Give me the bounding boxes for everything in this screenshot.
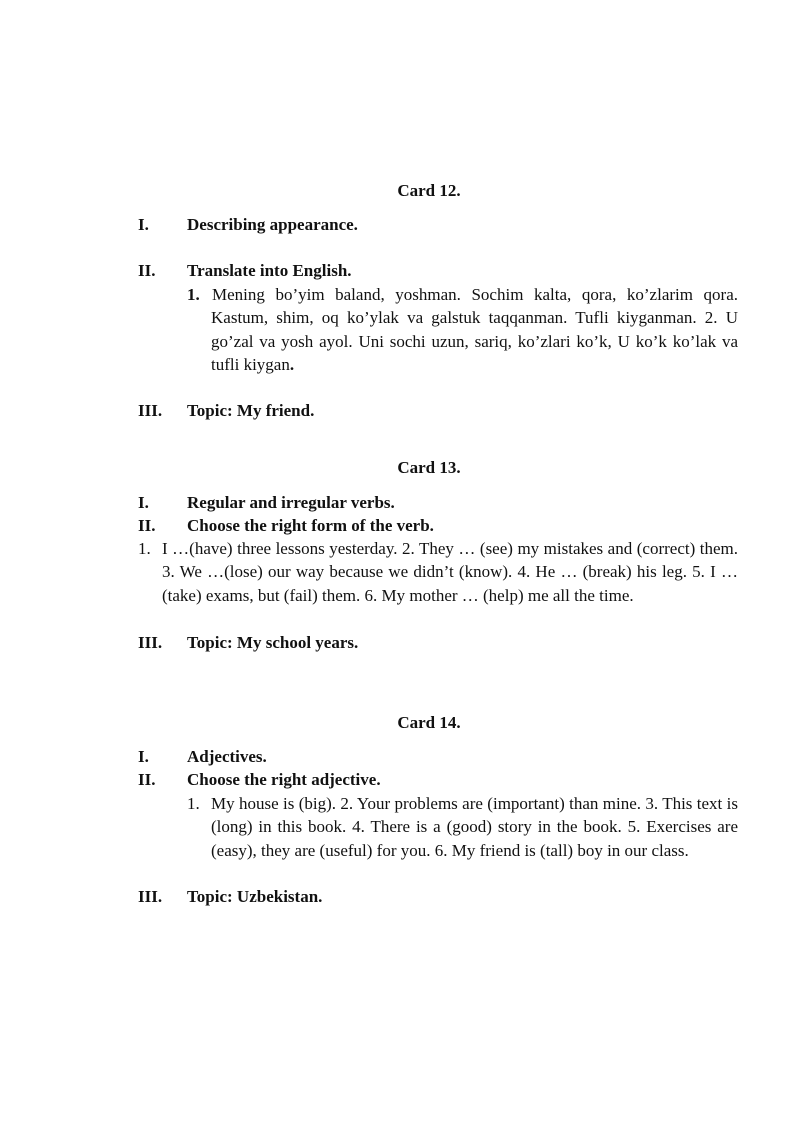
card-13-item-1-number: I.	[138, 493, 149, 512]
card-13-title: Card 13.	[397, 458, 461, 477]
card-12-task-text: Mening bo’yim baland, yoshman. Sochim kalta, qora, ko’zlarim qora. Kastum, shim, oq ko’ylak va galstuk taqqanman. Tufli kiyganman. 2. U go’zal va yosh ayol. Uni sochi uzun, sariq, ko’zlari ko’k, U ko’k ko’lak va tufli kiygan.	[211, 285, 738, 374]
card-14-item-2-heading: Choose the right adjective.	[187, 770, 381, 789]
card-14-item-1-heading: Adjectives.	[187, 747, 267, 766]
card-12-item-2-heading: Translate into English.	[187, 261, 352, 280]
card-14-item-3-heading: Topic: Uzbekistan.	[187, 887, 323, 906]
card-13-item-2-heading: Choose the right form of the verb.	[187, 516, 434, 535]
card-12-item-2-number: II.	[138, 261, 156, 280]
card-13-task-text: I …(have) three lessons yesterday. 2. They … (see) my mistakes and (correct) them. 3. We …(lose) our way because we didn’t (know). 4. He … (break) his leg. 5. I …(take) exams, but (fail) them. 6. My mother … (help) me all the time.	[162, 539, 738, 605]
card-14-item-1-number: I.	[138, 747, 149, 766]
card-14-task-text: My house is (big). 2. Your problems are (important) than mine. 3. This text is (long) in this book. 4. There is a (good) story in the book. 5. Exercises are (easy), they are (useful) for you. 6. My friend is (tall) boy in our class.	[211, 794, 738, 860]
card-14-item-2-number: II.	[138, 770, 156, 789]
card-13-item-2-number: II.	[138, 516, 156, 535]
card-13-item-3-heading: Topic: My school years.	[187, 633, 359, 652]
card-14-task-number: 1.	[187, 794, 200, 813]
card-14-item-3-number: III.	[138, 887, 163, 906]
card-12-item-3-heading: Topic: My friend.	[187, 401, 315, 420]
card-12-title: Card 12.	[397, 181, 461, 200]
card-12-item-1-number: I.	[138, 215, 149, 234]
card-12-item-1-heading: Describing appearance.	[187, 215, 358, 234]
card-13-item-3-number: III.	[138, 633, 163, 652]
card-13-task-number: 1.	[138, 539, 151, 558]
card-12-item-3-number: III.	[138, 401, 163, 420]
card-13-item-1-heading: Regular and irregular verbs.	[187, 493, 395, 512]
card-14-title: Card 14.	[397, 713, 461, 732]
card-12-task-number: 1.	[187, 285, 200, 304]
